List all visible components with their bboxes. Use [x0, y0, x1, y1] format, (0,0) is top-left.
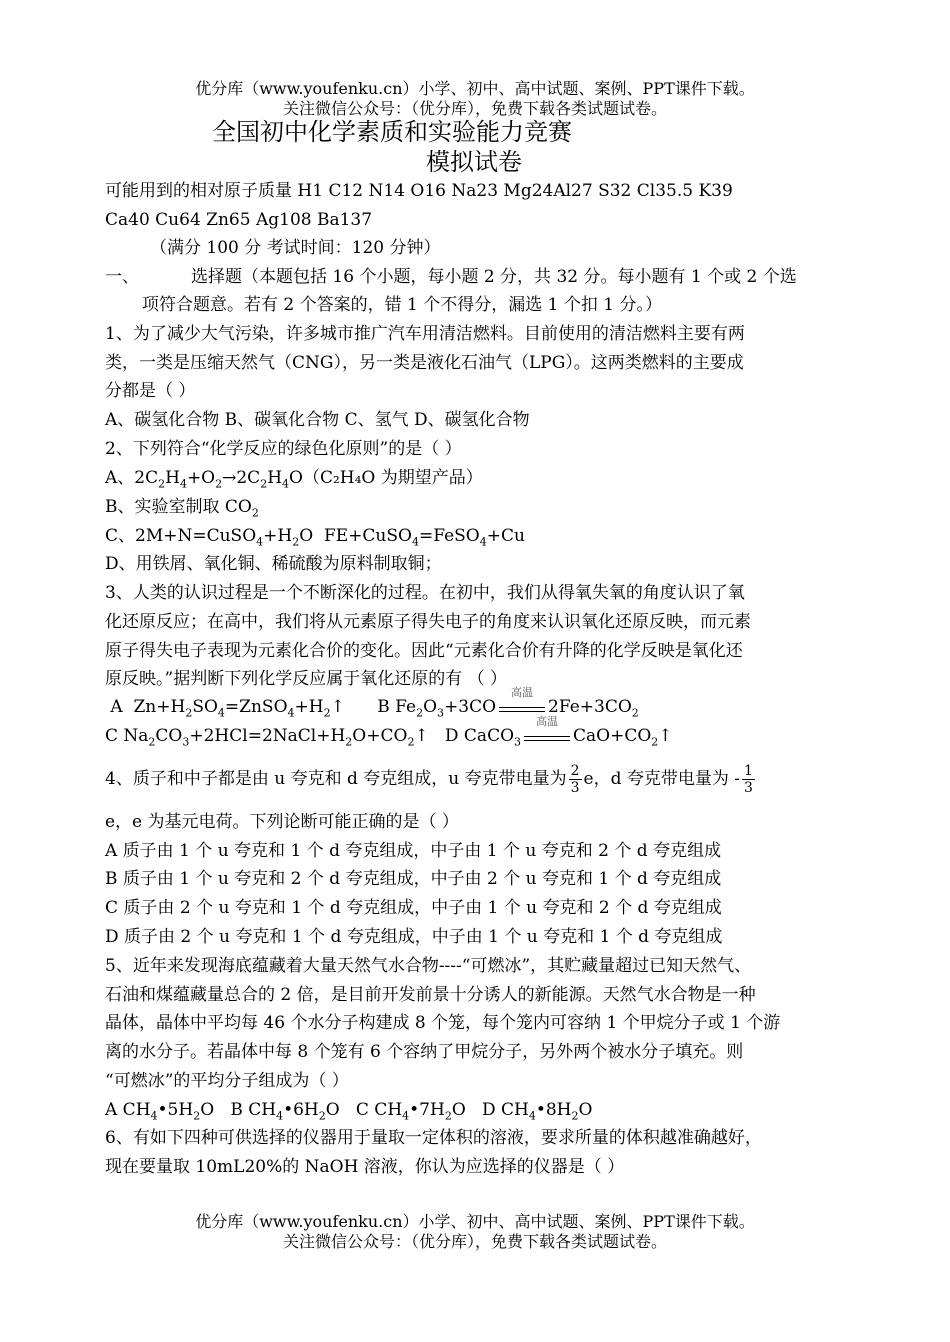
footer-line-2: 关注微信公众号：（优分库），免费下载各类试题试卷。	[282, 1232, 667, 1251]
fraction-two-thirds: $\frac{2}{3}$	[570, 763, 580, 796]
q6-line-2: 现在要量取 10mL20%的 NaOH 溶液，你认为应选择的仪器是（ ）	[105, 1157, 625, 1177]
page-subtitle: 模拟试卷	[426, 148, 522, 176]
q3-options-cd: C $Na_2CO_3+2HCl=2NaCl+H_2O+CO_2↑$ D CaCO$_3$ 高温 $CaO+CO_2↑$	[105, 715, 673, 749]
section-number: 一、	[105, 267, 139, 287]
header-line-1: 优分库（www.youfenku.cn）小学、初中、高中试题、案例、PPT课件下载。	[195, 79, 755, 98]
q4-option-d: D 质子由 2 个 u 夸克和 1 个 d 夸克组成，中子由 1 个 u 夸克和 1 个 d 夸克组成	[105, 927, 723, 947]
section-1-heading	[105, 266, 797, 288]
q3-line-2: 化还原反应；在高中，我们将从元素原子得失电子的角度来认识氧化还原反映，而元素	[105, 612, 751, 632]
high-temp-condition: 高温	[499, 697, 545, 712]
fraction-one-third: $\frac{1}{3}$	[744, 763, 753, 796]
q5-options: A $CH_4•5H_2O$ B $CH_4•6H_2O$ C $CH_4•7H_2O$ D $CH_4•8H_2O$	[105, 1100, 593, 1123]
atomic-masses-line-2: Ca40 Cu64 Zn65 Ag108 Ba137	[105, 210, 373, 230]
q2-option-d: D、用铁屑、氧化铜、稀硫酸为原料制取铜；	[105, 554, 442, 574]
section-1-text: 选择题（本题包括 16 个小题，每小题 2 分，共 32 分。每小题有 1 个或 2 个选	[191, 267, 797, 287]
q4-option-c: C 质子由 2 个 u 夸克和 1 个 d 夸克组成，中子由 1 个 u 夸克和 2 个 d 夸克组成	[105, 898, 722, 918]
q1-line-3: 分都是（ ）	[105, 381, 196, 401]
atomic-masses-line-1: 可能用到的相对原子质量 H1 C12 N14 O16 Na23 Mg24Al27 S32 Cl35.5 K39	[105, 181, 733, 201]
q6-line-1: 6、有如下四种可供选择的仪器用于量取一定体积的溶液，要求所量的体积越准确越好，	[105, 1128, 762, 1148]
q1-options: A、碳氢化合物 B、碳氧化合物 C、氢气 D、碳氢化合物	[105, 410, 530, 430]
q5-line-3: 晶体，晶体中平均每 46 个水分子构建成 8 个笼，每个笼内可容纳 1 个甲烷分子或 1 个游	[105, 1013, 781, 1033]
q4-option-b: B 质子由 1 个 u 夸克和 2 个 d 夸克组成，中子由 2 个 u 夸克和 1 个 d 夸克组成	[105, 869, 722, 889]
q2-option-a: A、$2C_2H_4+O_2\to 2C_2H_4O(C_2H_4O$ 为期望产品）	[105, 468, 483, 491]
q1-line-2: 类，一类是压缩天然气（CNG），另一类是液化石油气（LPG）。这两类燃料的主要成	[105, 353, 744, 373]
page-title: 全国初中化学素质和实验能力竞赛	[212, 118, 572, 146]
q5-line-5: “可燃冰”的平均分子组成为（ ）	[105, 1071, 349, 1091]
q2-option-b: B、实验室制取 $CO_2$	[105, 497, 259, 520]
q4-line-2: e，e 为基元电荷。下列论断可能正确的是（ ）	[105, 812, 459, 832]
q2-stem: 2、下列符合“化学反应的绿色化原则”的是（ ）	[105, 439, 462, 459]
q5-line-4: 离的水分子。若晶体中每 8 个笼有 6 个容纳了甲烷分子，另外两个被水分子填充。则	[105, 1042, 744, 1062]
q3-line-3: 原子得失电子表现为元素化合价的变化。因此“元素化合价有升降的化学反映是氧化还	[105, 641, 743, 661]
q3-line-4: 原反映。”据判断下列化学反应属于氧化还原的有 （ ）	[105, 669, 507, 689]
q3-options-ab: A $Zn+H_2SO_4=ZnSO_4+H_2↑$ B $Fe_2O_3+3CO$ 高温 $2Fe+3CO_2$	[105, 686, 639, 720]
q4-option-a: A 质子由 1 个 u 夸克和 1 个 d 夸克组成，中子由 1 个 u 夸克和 2 个 d 夸克组成	[105, 841, 722, 861]
section-1-text-2: 项符合题意。若有 2 个答案的，错 1 个不得分，漏选 1 个扣 1 分。）	[142, 295, 662, 315]
q1-line-1: 1、为了减少大气污染，许多城市推广汽车用清洁燃料。目前使用的清洁燃料主要有两	[105, 324, 745, 344]
q2-option-c: C、$2M+N=CuSO_4+H_2O$ FE+CuSO$_4$=FeSO$_4$+Cu	[105, 526, 525, 549]
q4-stem: 4、质子和中子都是由 u 夸克和 d 夸克组成，u 夸克带电量为 $\frac{2}{3}$ e，d 夸克带电量为 - $\frac{1}{3}$	[105, 763, 753, 796]
header-line-2: 关注微信公众号：（优分库），免费下载各类试题试卷。	[282, 99, 667, 118]
high-temp-condition: 高温	[524, 726, 570, 741]
exam-info: （满分 100 分 考试时间：120 分钟）	[150, 238, 441, 258]
q3-line-1: 3、人类的认识过程是一个不断深化的过程。在初中，我们从得氧失氧的角度认识了氧	[105, 583, 745, 603]
q5-line-1: 5、近年来发现海底蕴藏着大量天然气水合物----“可燃冰”，其贮藏量超过已知天然气、	[105, 956, 752, 976]
footer-line-1: 优分库（www.youfenku.cn）小学、初中、高中试题、案例、PPT课件下载。	[195, 1212, 755, 1231]
q5-line-2: 石油和煤蕴藏量总合的 2 倍，是目前开发前景十分诱人的新能源。天然气水合物是一种	[105, 985, 756, 1005]
